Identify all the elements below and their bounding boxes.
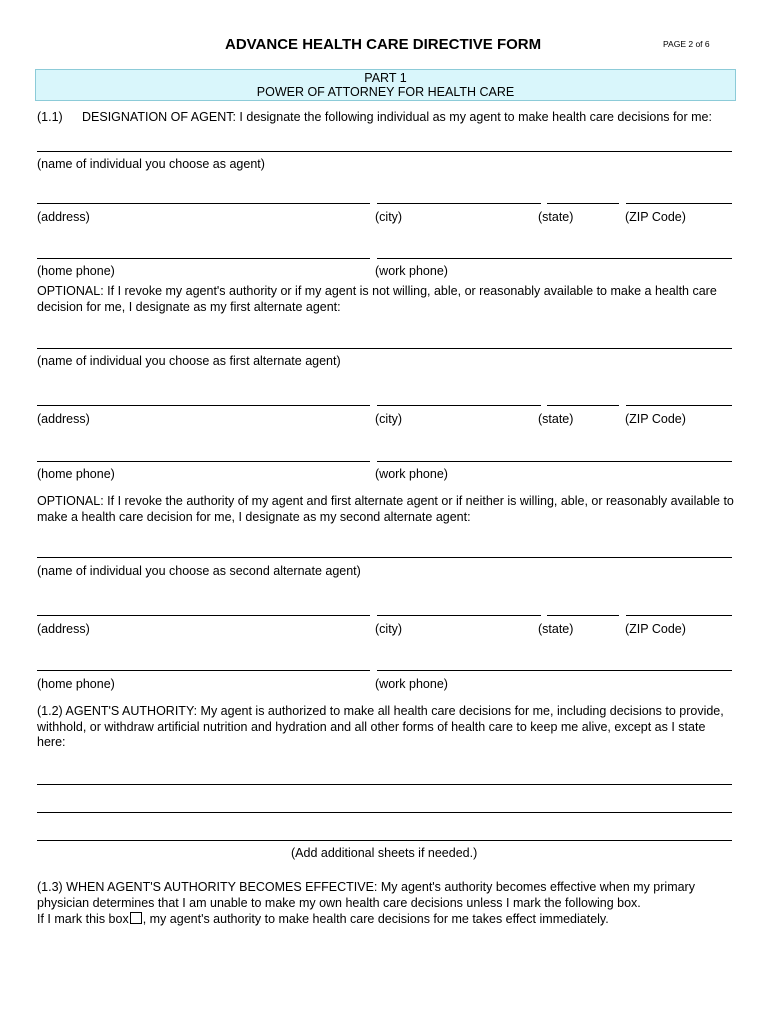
page-number: PAGE 2 of 6 — [663, 39, 710, 49]
agent-home-phone-input[interactable] — [37, 242, 370, 257]
first-alt-state-line — [547, 405, 619, 406]
second-alt-city-input[interactable] — [377, 599, 541, 614]
agent-work-phone-label: (work phone) — [375, 264, 448, 278]
second-alt-address-input[interactable] — [37, 599, 370, 614]
agent-home-phone-line — [37, 258, 370, 259]
immediate-effect-checkbox[interactable] — [130, 912, 142, 924]
second-alt-address-label: (address) — [37, 622, 90, 636]
first-alt-state-input[interactable] — [547, 389, 619, 404]
agent-address-label: (address) — [37, 210, 90, 224]
first-alt-address-input[interactable] — [37, 389, 370, 404]
second-alt-work-phone-line — [377, 670, 732, 671]
second-alt-city-label: (city) — [375, 622, 403, 636]
optional-second-text: OPTIONAL: If I revoke the authority of my agent and first alternate agent or if neither is willing, able, or reasonably available to make a health care decision for me, I designate as my second alternate agent: — [37, 494, 734, 524]
additional-sheets-note: (Add additional sheets if needed.) — [291, 846, 478, 860]
second-alt-zip-line — [626, 615, 732, 616]
agent-city-input[interactable] — [377, 187, 541, 202]
agent-name-input[interactable] — [37, 135, 732, 150]
second-alt-state-label: (state) — [538, 622, 574, 636]
authority-text: (1.2) AGENT'S AUTHORITY: My agent is authorized to make all health care decisions for me, including decisions to provide, withhold, or withdraw artificial nutrition and hydration and all other forms of health care to keep me alive, except as I state here: — [37, 704, 724, 749]
first-alt-zip-input[interactable] — [626, 389, 732, 404]
first-alt-address-label: (address) — [37, 412, 90, 426]
second-alt-home-phone-label: (home phone) — [37, 677, 115, 691]
agent-work-phone-input[interactable] — [377, 242, 732, 257]
checkbox-line — [37, 912, 609, 927]
optional-first-text: OPTIONAL: If I revoke my agent's authority or if my agent is not willing, able, or reasonably available to make a health care decision for me, I designate as my first alternate agent: — [37, 284, 717, 314]
authority-exception-input-3[interactable] — [37, 824, 732, 839]
first-alt-home-phone-input[interactable] — [37, 445, 370, 460]
second-alt-address-line — [37, 615, 370, 616]
first-alt-home-phone-line — [37, 461, 370, 462]
form-title: ADVANCE HEALTH CARE DIRECTIVE FORM — [225, 36, 542, 53]
agent-name-label: (name of individual you choose as agent) — [37, 157, 265, 171]
designation-number: (1.1) — [37, 110, 63, 124]
second-alt-name-label: (name of individual you choose as second alternate agent) — [37, 564, 361, 578]
authority-line-2 — [37, 812, 732, 813]
first-alt-work-phone-input[interactable] — [377, 445, 732, 460]
agent-work-phone-line — [377, 258, 732, 259]
second-alt-home-phone-line — [37, 670, 370, 671]
second-alt-state-input[interactable] — [547, 599, 619, 614]
first-alt-work-phone-label: (work phone) — [375, 467, 448, 481]
authority-exception-input-2[interactable] — [37, 796, 732, 811]
second-alt-zip-input[interactable] — [626, 599, 732, 614]
part-title: POWER OF ATTORNEY FOR HEALTH CARE — [256, 85, 515, 99]
part-label: PART 1 — [364, 71, 407, 85]
second-alt-work-phone-label: (work phone) — [375, 677, 448, 691]
first-alt-work-phone-line — [377, 461, 732, 462]
first-alt-name-label: (name of individual you choose as first alternate agent) — [37, 354, 341, 368]
agent-zip-label: (ZIP Code) — [625, 210, 686, 224]
agent-city-label: (city) — [375, 210, 403, 224]
checkbox-suffix: , my agent's authority to make health care decisions for me takes effect immediately. — [142, 912, 609, 926]
first-alt-name-input[interactable] — [37, 332, 732, 347]
agent-state-input[interactable] — [547, 187, 619, 202]
agent-address-input[interactable] — [37, 187, 370, 202]
second-alt-work-phone-input[interactable] — [377, 654, 732, 669]
agent-zip-line — [626, 203, 732, 204]
agent-home-phone-label: (home phone) — [37, 264, 115, 278]
agent-state-line — [547, 203, 619, 204]
agent-state-label: (state) — [538, 210, 574, 224]
first-alt-city-input[interactable] — [377, 389, 541, 404]
first-alt-state-label: (state) — [538, 412, 574, 426]
first-alt-zip-line — [626, 405, 732, 406]
first-alt-city-line — [377, 405, 541, 406]
authority-line-1 — [37, 784, 732, 785]
second-alt-home-phone-input[interactable] — [37, 654, 370, 669]
second-alt-name-line — [37, 557, 732, 558]
checkbox-prefix: If I mark this box — [37, 912, 129, 926]
second-alt-city-line — [377, 615, 541, 616]
agent-name-line — [37, 151, 732, 152]
designation-text: DESIGNATION OF AGENT: I designate the following individual as my agent to make health care decisions for me: — [82, 110, 712, 124]
agent-city-line — [377, 203, 541, 204]
second-alt-name-input[interactable] — [37, 541, 732, 556]
part-banner — [35, 69, 736, 101]
effective-text: (1.3) WHEN AGENT'S AUTHORITY BECOMES EFFECTIVE: My agent's authority becomes effective when my primary physician determines that I am unable to make my own health care decisions unless I mark the following box. — [37, 880, 695, 910]
authority-exception-input-1[interactable] — [37, 768, 732, 783]
first-alt-name-line — [37, 348, 732, 349]
first-alt-address-line — [37, 405, 370, 406]
first-alt-home-phone-label: (home phone) — [37, 467, 115, 481]
second-alt-state-line — [547, 615, 619, 616]
agent-zip-input[interactable] — [626, 187, 732, 202]
second-alt-zip-label: (ZIP Code) — [625, 622, 686, 636]
first-alt-city-label: (city) — [375, 412, 403, 426]
authority-line-3 — [37, 840, 732, 841]
first-alt-zip-label: (ZIP Code) — [625, 412, 686, 426]
agent-address-line — [37, 203, 370, 204]
